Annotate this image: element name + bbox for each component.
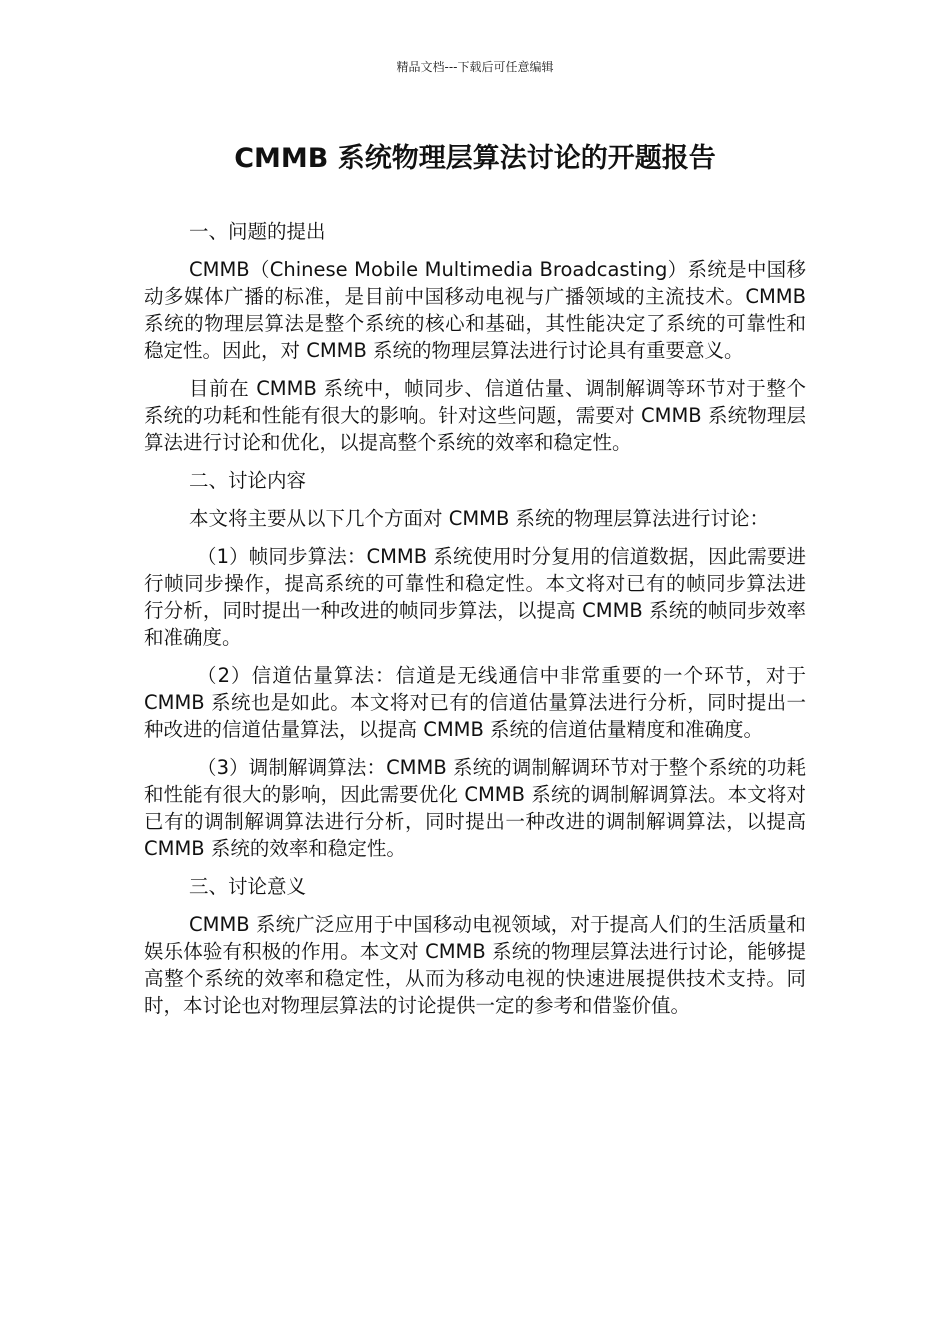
list-item-modulation: （3）调制解调算法：CMMB 系统的调制解调环节对于整个系统的功耗和性能有很大的影响，因此需要优化 CMMB 系统的调制解调算法。本文将对已有的调制解调算法进行分析，同时提出一种改进的调制解调算法，以提高 CMMB 系统的效率和稳定性。 — [144, 756, 806, 860]
paragraph-problem-2: 目前在 CMMB 系统中，帧同步、信道估量、调制解调等环节对于整个系统的功耗和性能有很大的影响。针对这些问题，需要对 CMMB 系统物理层算法进行讨论和优化，以提高整个系统的效率和稳定性。 — [144, 377, 806, 454]
paragraph-significance: CMMB 系统广泛应用于中国移动电视领域，对于提高人们的生活质量和娱乐体验有积极的作用。本文对 CMMB 系统的物理层算法进行讨论，能够提高整个系统的效率和稳定性，从而为移动电视的快速进展提供技术支持。同时，本讨论也对物理层算法的讨论提供一定的参考和借鉴价值。 — [144, 913, 806, 1017]
header-note: 精品文档---下载后可任意编辑 — [396, 60, 554, 74]
document-title: CMMB 系统物理层算法讨论的开题报告 — [234, 143, 716, 174]
document-body — [144, 218, 806, 1030]
section-heading-problem: 一、问题的提出 — [189, 220, 326, 243]
section-heading-significance: 三、讨论意义 — [189, 875, 307, 898]
list-item-frame-sync: （1）帧同步算法：CMMB 系统使用时分复用的信道数据，因此需要进行帧同步操作，提高系统的可靠性和稳定性。本文将对已有的帧同步算法进行分析，同时提出一种改进的帧同步算法，以提高 CMMB 系统的帧同步效率和准确度。 — [144, 545, 806, 649]
list-item-channel-estimation: （2）信道估量算法：信道是无线通信中非常重要的一个环节，对于 CMMB 系统也是如此。本文将对已有的信道估量算法进行分析，同时提出一种改进的信道估量算法，以提高 CMMB 系统的信道估量精度和准确度。 — [144, 664, 806, 741]
paragraph-content-intro: 本文将主要从以下几个方面对 CMMB 系统的物理层算法进行讨论： — [189, 507, 770, 530]
paragraph-problem-1: CMMB（Chinese Mobile Multimedia Broadcasting）系统是中国移动多媒体广播的标准，是目前中国移动电视与广播领域的主流技术。CMMB 系统的物理层算法是整个系统的核心和基础，其性能决定了系统的可靠性和稳定性。因此，对 CMMB 系统的物理层算法进行讨论具有重要意义。 — [144, 258, 806, 362]
section-heading-content: 二、讨论内容 — [189, 469, 307, 492]
